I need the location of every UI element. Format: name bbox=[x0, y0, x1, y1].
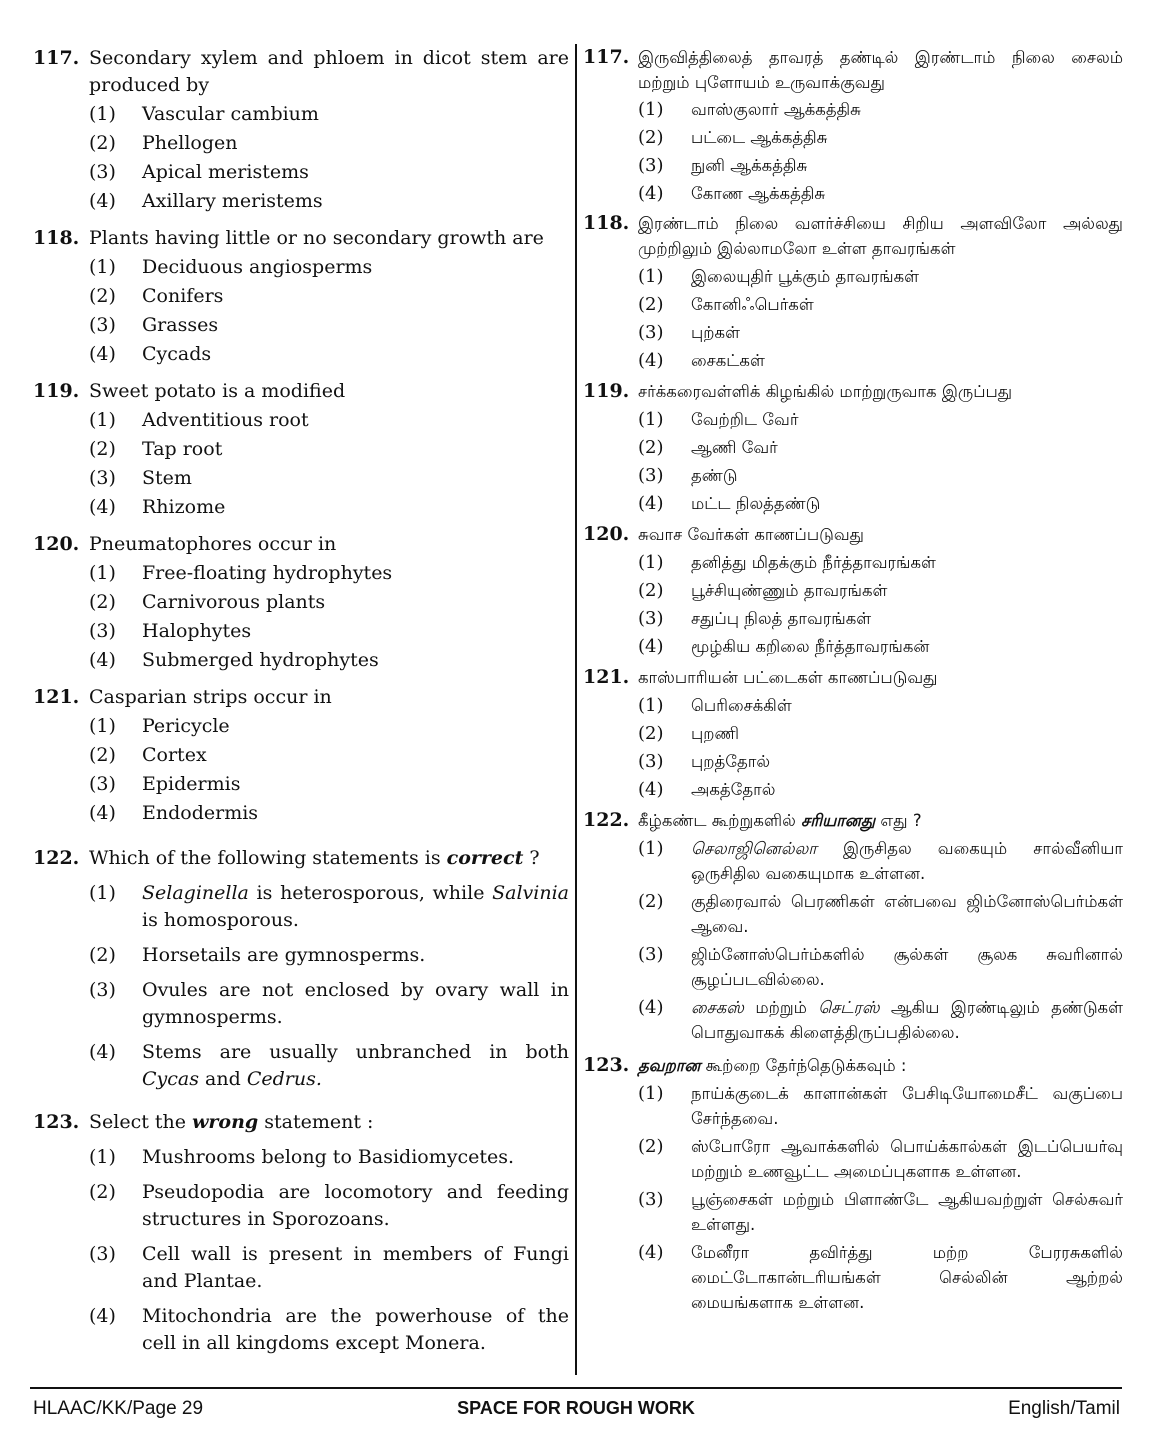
option-label: (1) bbox=[89, 562, 116, 584]
question-number: 118. bbox=[33, 227, 80, 249]
option-text: Ovules are not enclosed by ovary wall in gymnosperms. bbox=[142, 979, 569, 1028]
option-text: Cycads bbox=[142, 343, 212, 365]
option-text: வேற்றிட வேர் bbox=[691, 410, 799, 429]
option-text: நாய்க்குடைக் காளான்கள் பேசிடியோமைசீட் வகுப்பை சேர்ந்தவை. bbox=[691, 1084, 1123, 1128]
option-text: Mushrooms belong to Basidiomycetes. bbox=[142, 1146, 515, 1168]
option-label: (3) bbox=[89, 1243, 116, 1265]
question-text: Select the wrong statement : bbox=[89, 1111, 374, 1133]
option-label: (1) bbox=[638, 409, 664, 430]
option-label: (3) bbox=[638, 751, 664, 772]
option-label: (4) bbox=[638, 997, 664, 1018]
option-label: (4) bbox=[89, 496, 116, 518]
emphasis-correct: correct bbox=[446, 847, 524, 869]
english-column bbox=[33, 45, 569, 1360]
option-label: (2) bbox=[89, 285, 116, 307]
option-label: (1) bbox=[638, 266, 664, 287]
option-text: பூஞ்சைகள் மற்றும் பிளாண்டே ஆகியவற்றுள் செல்சுவர் உள்ளது. bbox=[691, 1190, 1123, 1234]
footer-rule bbox=[30, 1387, 1122, 1389]
option-text: பட்டை ஆக்கத்திசு bbox=[691, 128, 828, 147]
option-text: Horsetails are gymnosperms. bbox=[142, 944, 426, 966]
question-117 bbox=[33, 45, 569, 215]
option-text: Cell wall is present in members of Fungi and Plantae. bbox=[142, 1243, 569, 1292]
page-code: HLAAC/KK/Page 29 bbox=[33, 1398, 204, 1419]
option-label: (4) bbox=[89, 649, 116, 671]
question-number: 122. bbox=[583, 809, 630, 831]
option-label: (1) bbox=[89, 256, 116, 278]
option-text: புறத்தோல் bbox=[691, 752, 771, 771]
option-text: Axillary meristems bbox=[142, 190, 323, 212]
rough-work-label: SPACE FOR ROUGH WORK bbox=[457, 1398, 695, 1418]
option-text: Tap root bbox=[142, 438, 223, 460]
option-text: குதிரைவால் பெரணிகள் என்பவை ஜிம்னோஸ்பெர்ம்கள் ஆவை. bbox=[691, 892, 1123, 936]
option-text: செலாஜினெல்லா இருசிதல வகையும் சால்வீனியா ஒருசிதில வகையுமாக உள்ளன. bbox=[691, 839, 1123, 883]
option-text: Stems are usually unbranched in both Cycas and Cedrus. bbox=[142, 1041, 569, 1090]
option-label: (4) bbox=[638, 1242, 664, 1263]
option-label: (1) bbox=[89, 1146, 116, 1168]
option-text: ஆணி வேர் bbox=[691, 438, 778, 457]
question-number: 118. bbox=[583, 212, 630, 234]
option-text: தனித்து மிதக்கும் நீர்த்தாவரங்கள் bbox=[691, 553, 936, 572]
question-text: Pneumatophores occur in bbox=[89, 533, 337, 555]
option-text: Pseudopodia are locomotory and feeding structures in Sporozoans. bbox=[142, 1181, 569, 1230]
column-divider bbox=[575, 44, 577, 1375]
option-text: Submerged hydrophytes bbox=[142, 649, 379, 671]
tamil-question-121 bbox=[583, 665, 1123, 802]
emphasis-correct: சரியானது bbox=[801, 811, 876, 830]
option-label: (2) bbox=[638, 580, 664, 601]
option-text: பூச்சியுண்ணும் தாவரங்கள் bbox=[691, 581, 888, 600]
option-label: (4) bbox=[638, 779, 664, 800]
option-label: (1) bbox=[638, 552, 664, 573]
question-number: 120. bbox=[583, 523, 630, 545]
option-label: (4) bbox=[89, 1305, 116, 1327]
question-text: சுவாச வேர்கள் காணப்படுவது bbox=[638, 525, 864, 544]
option-text: Mitochondria are the powerhouse of the cell in all kingdoms except Monera. bbox=[142, 1305, 569, 1354]
question-number: 122. bbox=[33, 847, 80, 869]
option-label: (3) bbox=[638, 465, 664, 486]
option-text: ஸ்போரோ ஆவாக்களில் பொய்க்கால்கள் இடப்பெயர்வு மற்றும் உணவூட்ட அமைப்புகளாக உள்ளன. bbox=[691, 1137, 1123, 1181]
option-text: வாஸ்குலார் ஆக்கத்திசு bbox=[691, 100, 861, 119]
option-label: (2) bbox=[89, 944, 116, 966]
option-text: மூழ்கிய கறிலை நீர்த்தாவரங்கன் bbox=[691, 637, 930, 656]
option-label: (4) bbox=[638, 183, 664, 204]
option-text: பெரிசைக்கிள் bbox=[691, 696, 792, 715]
question-text: தவறான கூற்றை தேர்ந்தெடுக்கவும் : bbox=[638, 1056, 907, 1075]
tamil-question-118 bbox=[583, 211, 1123, 373]
option-text: Grasses bbox=[142, 314, 219, 336]
option-text: Conifers bbox=[142, 285, 224, 307]
option-text: Stem bbox=[142, 467, 192, 489]
option-label: (2) bbox=[638, 127, 664, 148]
question-number: 123. bbox=[583, 1054, 630, 1076]
option-text: இலையுதிர் பூக்கும் தாவரங்கள் bbox=[691, 267, 920, 286]
option-label: (1) bbox=[638, 838, 664, 859]
option-text: Rhizome bbox=[142, 496, 226, 518]
option-text: Selaginella is heterosporous, while Salvinia is homosporous. bbox=[142, 882, 569, 931]
option-text: Carnivorous plants bbox=[142, 591, 326, 613]
question-number: 117. bbox=[33, 47, 80, 69]
question-text: இருவித்திலைத் தாவரத் தண்டில் இரண்டாம் நிலை சைலம் மற்றும் புளோயம் உருவாக்குவது bbox=[638, 48, 1123, 92]
option-label: (2) bbox=[638, 891, 664, 912]
question-number: 119. bbox=[583, 380, 630, 402]
option-text: அகத்தோல் bbox=[691, 780, 776, 799]
option-label: (4) bbox=[638, 350, 664, 371]
option-text: Free-floating hydrophytes bbox=[142, 562, 393, 584]
option-text: சைகட்கள் bbox=[691, 351, 765, 370]
option-label: (3) bbox=[89, 161, 116, 183]
option-label: (4) bbox=[89, 343, 116, 365]
emphasis-wrong: wrong bbox=[192, 1111, 259, 1133]
option-text: மட்ட நிலத்தண்டு bbox=[691, 494, 821, 513]
language-label: English/Tamil bbox=[1008, 1398, 1120, 1419]
option-label: (1) bbox=[638, 1083, 664, 1104]
option-text: புற்கள் bbox=[691, 323, 740, 342]
tamil-question-119 bbox=[583, 379, 1123, 516]
option-text: நுனி ஆக்கத்திசு bbox=[691, 156, 808, 175]
emphasis-wrong: தவறான bbox=[638, 1056, 701, 1075]
option-label: (2) bbox=[89, 591, 116, 613]
option-label: (3) bbox=[89, 620, 116, 642]
question-text: Which of the following statements is correct ? bbox=[89, 847, 540, 869]
option-text: Endodermis bbox=[142, 802, 259, 824]
question-text: சர்க்கரைவள்ளிக் கிழங்கில் மாற்றுருவாக இருப்பது bbox=[638, 382, 1013, 401]
option-label: (1) bbox=[89, 103, 116, 125]
option-label: (2) bbox=[89, 1181, 116, 1203]
option-label: (3) bbox=[89, 314, 116, 336]
tamil-question-122 bbox=[583, 808, 1123, 1045]
question-122 bbox=[33, 845, 569, 1093]
option-text: ஜிம்னோஸ்பெர்ம்களில் சூல்கள் சூலக சுவரினால் சூழப்படவில்லை. bbox=[691, 945, 1123, 989]
option-label: (3) bbox=[89, 467, 116, 489]
option-label: (4) bbox=[89, 1041, 116, 1063]
option-text: Deciduous angiosperms bbox=[142, 256, 373, 278]
option-text: Halophytes bbox=[142, 620, 252, 642]
option-label: (2) bbox=[89, 132, 116, 154]
option-text: Epidermis bbox=[142, 773, 241, 795]
question-text: கீழ்கண்ட கூற்றுகளில் சரியானது எது ? bbox=[638, 811, 922, 830]
tamil-question-120 bbox=[583, 522, 1123, 659]
question-121 bbox=[33, 684, 569, 827]
option-text: கோனிஃபெர்கள் bbox=[691, 295, 814, 314]
option-label: (1) bbox=[89, 715, 116, 737]
option-label: (1) bbox=[638, 695, 664, 716]
option-label: (3) bbox=[638, 322, 664, 343]
option-label: (1) bbox=[638, 99, 664, 120]
option-text: சதுப்பு நிலத் தாவரங்கள் bbox=[691, 609, 872, 628]
question-118 bbox=[33, 225, 569, 368]
option-label: (3) bbox=[89, 773, 116, 795]
option-text: Cortex bbox=[142, 744, 207, 766]
question-number: 121. bbox=[33, 686, 80, 708]
option-label: (2) bbox=[638, 294, 664, 315]
option-label: (3) bbox=[638, 944, 664, 965]
option-label: (3) bbox=[638, 1189, 664, 1210]
option-text: Vascular cambium bbox=[142, 103, 319, 125]
question-text: Casparian strips occur in bbox=[89, 686, 332, 708]
option-text: கோண ஆக்கத்திசு bbox=[691, 184, 826, 203]
option-text: Apical meristems bbox=[142, 161, 309, 183]
option-label: (2) bbox=[638, 1136, 664, 1157]
option-text: Pericycle bbox=[142, 715, 230, 737]
question-text: Plants having little or no secondary growth are bbox=[89, 227, 544, 249]
option-label: (4) bbox=[638, 636, 664, 657]
option-text: Adventitious root bbox=[142, 409, 309, 431]
option-text: புறணி bbox=[691, 724, 740, 743]
option-label: (4) bbox=[89, 190, 116, 212]
question-number: 120. bbox=[33, 533, 80, 555]
option-label: (4) bbox=[638, 493, 664, 514]
question-number: 119. bbox=[33, 380, 80, 402]
tamil-question-123 bbox=[583, 1053, 1123, 1315]
question-text: Sweet potato is a modified bbox=[89, 380, 346, 402]
option-label: (3) bbox=[638, 155, 664, 176]
question-number: 123. bbox=[33, 1111, 80, 1133]
option-text: சைகஸ் மற்றும் செட்ரஸ் ஆகிய இரண்டிலும் தண்டுகள் பொதுவாகக் கிளைத்திருப்பதில்லை. bbox=[691, 998, 1123, 1042]
option-label: (2) bbox=[89, 744, 116, 766]
tamil-question-117 bbox=[583, 45, 1123, 206]
option-label: (4) bbox=[89, 802, 116, 824]
question-text: Secondary xylem and phloem in dicot stem are produced by bbox=[89, 47, 569, 96]
option-label: (2) bbox=[638, 437, 664, 458]
option-label: (1) bbox=[89, 409, 116, 431]
tamil-column bbox=[583, 45, 1123, 1315]
option-text: தண்டு bbox=[691, 466, 738, 485]
option-label: (2) bbox=[89, 438, 116, 460]
question-text: இரண்டாம் நிலை வளர்ச்சியை சிறிய அளவிலோ அல்லது முற்றிலும் இல்லாமலோ உள்ள தாவரங்கள் bbox=[638, 214, 1123, 258]
option-label: (3) bbox=[89, 979, 116, 1001]
question-number: 121. bbox=[583, 666, 630, 688]
question-120 bbox=[33, 531, 569, 674]
question-123 bbox=[33, 1109, 569, 1357]
question-number: 117. bbox=[583, 46, 630, 68]
question-119 bbox=[33, 378, 569, 521]
question-text: காஸ்பாரியன் பட்டைகள் காணப்படுவது bbox=[638, 668, 938, 687]
option-text: Phellogen bbox=[142, 132, 238, 154]
option-text: மேனீரா தவிர்த்து மற்ற பேரரசுகளில் மைட்டோகான்டரியங்கள் செல்லின் ஆற்றல் மையங்களாக உள்ளன. bbox=[691, 1243, 1123, 1312]
option-label: (3) bbox=[638, 608, 664, 629]
option-label: (2) bbox=[638, 723, 664, 744]
option-label: (1) bbox=[89, 882, 116, 904]
